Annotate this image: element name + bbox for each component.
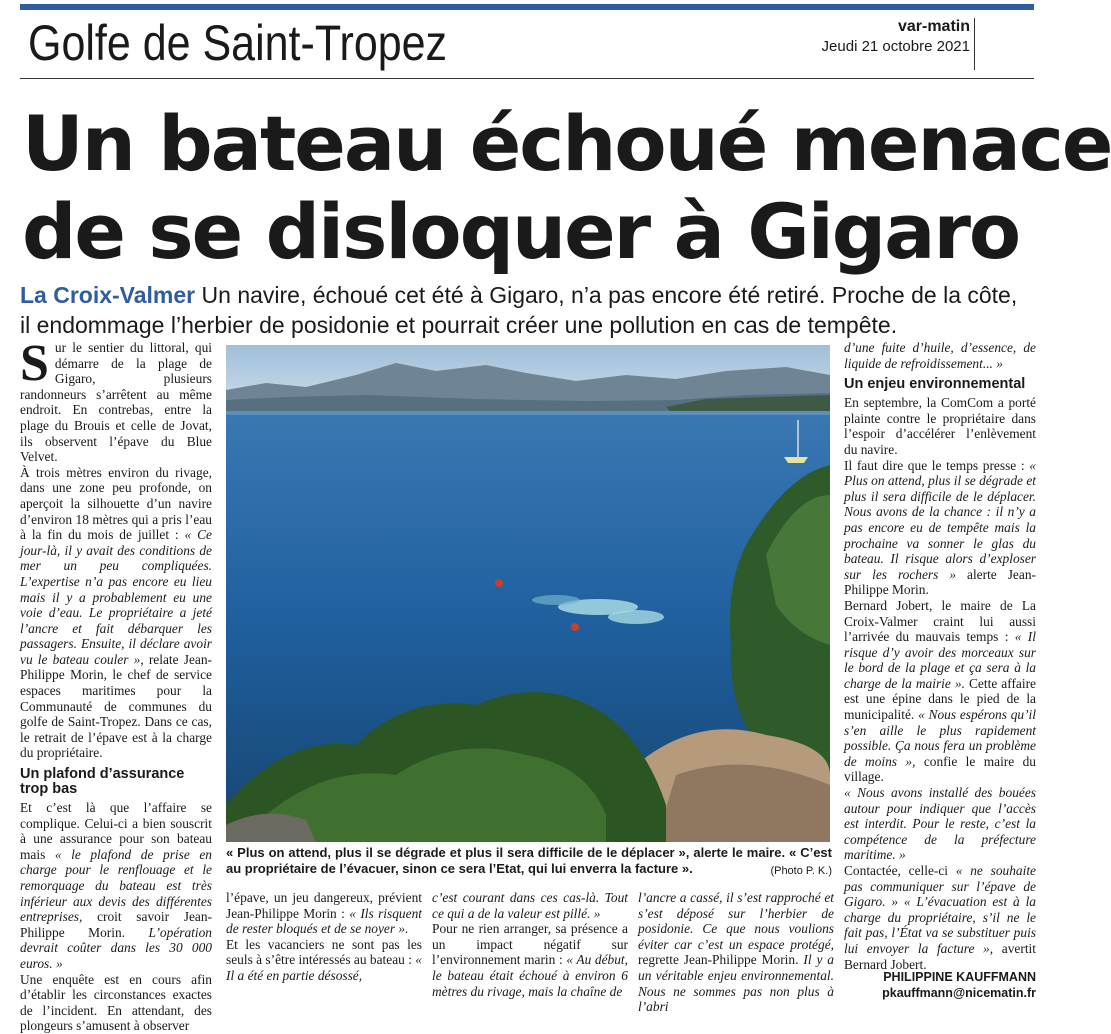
paragraph: Une enquête est en cours afin d’établir les circonstances exactes de l’incident. En attendant, des plongeurs s’amusent à observer	[20, 971, 212, 1034]
subheading: Un plafond d’assurance trop bas	[20, 766, 185, 798]
article-column-3	[432, 890, 628, 999]
article-column-5	[844, 340, 1036, 972]
publication-date: Jeudi 21 octobre 2021	[821, 38, 970, 55]
article-column-2	[226, 890, 422, 984]
photo-credit: (Photo P. K.)	[770, 865, 832, 877]
paragraph: Et c’est là que l’affaire se complique. Celui-ci a bien souscrit à une assurance pour son bateau mais « le plafond de prise en charge pour le renflouage et le remorquage du bateau est très inférieur aux devis des différentes entreprises, croit savoir Jean-Philippe Morin. L’opération devrait coûter dans les 30 000 euros. »	[20, 800, 212, 971]
paragraph: En septembre, la ComCom a porté plainte contre le propriétaire dans l’espoir d’accélérer l’enlèvement du navire.	[844, 395, 1036, 457]
header-rule	[20, 78, 1034, 79]
article-column-4	[638, 890, 834, 1015]
lede	[20, 280, 1032, 340]
paragraph: Pour ne rien arranger, sa présence a un impact négatif sur l’environnement marin : « Au début, le bateau était échoué à environ 6 mètres du rivage, mais la chaîne de	[432, 921, 628, 999]
drop-cap: S	[20, 335, 49, 392]
buoy	[495, 579, 503, 587]
header-divider	[974, 18, 975, 70]
lede-text: Un navire, échoué cet été à Gigaro, n’a pas encore été retiré. Proche de la côte, il endommage l’herbier de posidonie et pourrait créer une pollution en cas de tempête.	[20, 282, 1018, 338]
article-photo	[226, 345, 830, 842]
top-rule	[20, 4, 1034, 10]
headline	[22, 100, 1111, 276]
paragraph: Il faut dire que le temps presse : « Plus on attend, plus il se dégrade et plus il sera difficile de le déplacer. Nous avons de la chance : il n’y a pas encore eu de tempête mais la prochaine va sonner le glas du bateau. Il risque alors d’exploser sur les rochers » alerte Jean-Philippe Morin.	[844, 457, 1036, 598]
paragraph: À trois mètres environ du rivage, dans une zone peu profonde, on aperçoit la silhouette d’un navire d’environ 18 mètres qui a pris l’eau à la fin du mois de juillet : « Ce jour-là, il y avait des conditions de mer un peu compliquées. L’expertise n’a pas encore eu lieu mais il y a probablement eu une voie d’eau. Le propriétaire a jeté l’ancre et fait débarquer les passagers. Ensuite, il déclare avoir vu le bateau couler », relate Jean-Philippe Morin, le chef de service espaces maritimes pour la Communauté de communes du golfe de Saint-Tropez. Dans ce cas, le retrait de l’épave est à la charge du propriétaire.	[20, 464, 212, 761]
paragraph: Bernard Jobert, le maire de La Croix-Valmer craint lui aussi l’arrivée du mauvais temps : « Il risque d’y avoir des morceaux sur le bord de la plage et ça sera à la charge de la mairie ». Cette affaire est une épine dans le pied de la municipalité. « Nous espérons qu’il s’en aille le plus rapidement possible. Ça nous fera un problème de moins », confie le maire du village.	[844, 597, 1036, 785]
caption-text: « Plus on attend, plus il se dégrade et plus il sera difficile de le déplacer », alerte le maire. « C’est au propriétaire de l’évacuer, sinon ce sera l’Etat, qui lui enverra la facture ».	[226, 845, 832, 876]
photo-caption	[226, 845, 832, 879]
headline-line-2: de se disloquer à Gigaro	[22, 187, 1020, 276]
author-name: PHILIPPINE KAUFFMANN	[883, 970, 1036, 984]
newspaper-brand: var-matin	[897, 18, 970, 35]
paragraph: « Nous avons installé des bouées autour pour indiquer que l’accès est interdit. Pour le reste, c’est la compétence de la préfecture maritime. »	[844, 785, 1036, 863]
paragraph: Et les vacanciers ne sont pas les seuls à s’être intéressés au bateau : « Il a été en partie désossé,	[226, 936, 422, 983]
lede-place: La Croix-Valmer	[20, 282, 196, 308]
buoy	[571, 623, 579, 631]
paragraph: Contactée, celle-ci « ne souhaite pas communiquer sur l’épave de Gigaro. » « L’évacuation est à la charge du propriétaire, s’il ne le fait pas, l’État va se substituer puis lui envoyer la facture », avertit Bernard Jobert.	[844, 863, 1036, 972]
subheading: Un enjeu environnemental	[844, 376, 1026, 393]
paragraph: l’épave, un jeu dangereux, prévient Jean-Philippe Morin : « Ils risquent de rester bloqués et de se noyer ».	[226, 890, 422, 937]
author-email[interactable]: pkauffmann@nicematin.fr	[882, 986, 1036, 1000]
article-column-1	[20, 335, 212, 1034]
paragraph: l’ancre a cassé, il s’est rapproché et s’est déposé sur l’herbier de posidonie. Ce que nous voulions éviter car c’est un espace protégé, regrette Jean-Philippe Morin. Il y a un véritable enjeu environnemental. Nous ne sommes pas non plus à l’abri	[638, 890, 835, 1015]
paragraph: d’une fuite d’huile, d’essence, de liquide de refroidissement... »	[844, 340, 1036, 371]
bay-photo-illustration	[226, 345, 830, 842]
paragraph: Sur le sentier du littoral, qui démarre de la plage de Gigaro, plusieurs randonneurs s’arrêtent au même endroit. En contrebas, entre la plage du Brouis et celle de Jovat, ils observent l’épave du Blue Velvet.	[20, 335, 212, 465]
headline-line-1: Un bateau échoué menace	[22, 99, 1111, 188]
section-title: Golfe de Saint-Tropez	[28, 15, 448, 71]
paragraph: c’est courant dans ces cas-là. Tout ce qui a de la valeur est pillé. »	[432, 890, 628, 921]
byline	[844, 969, 1036, 1001]
